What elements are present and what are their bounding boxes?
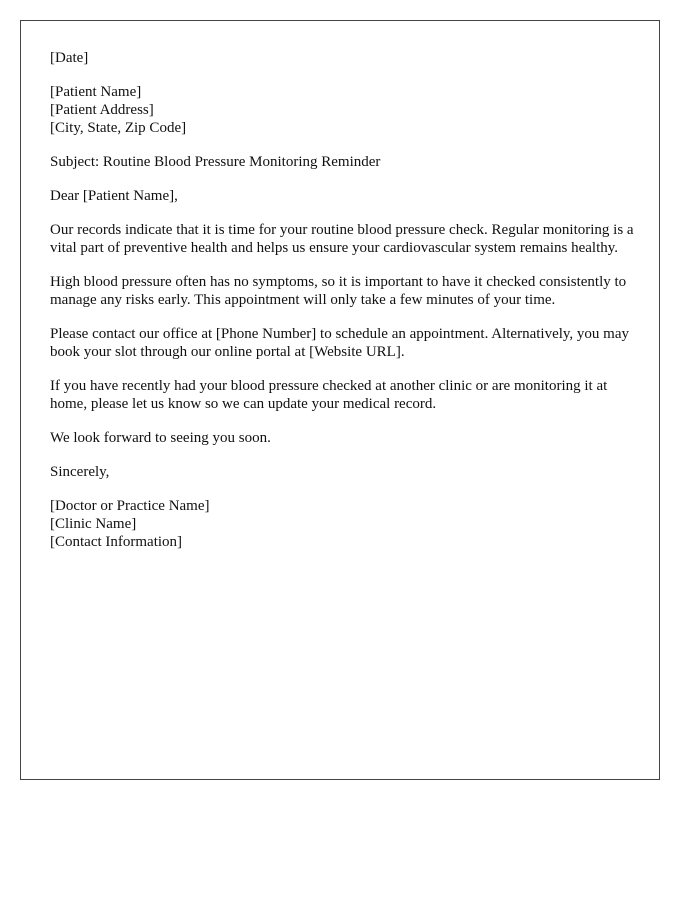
- signature-block: [50, 497, 635, 551]
- body-paragraph: If you have recently had your blood pressure checked at another clinic or are monitoring it at home, please let us know so we can update your medical record.: [50, 378, 608, 412]
- date-line: [Date]: [50, 50, 89, 66]
- body-paragraph: We look forward to seeing you soon.: [50, 430, 271, 446]
- recipient-block: [50, 83, 635, 137]
- body-paragraph: Our records indicate that it is time for your routine blood pressure check. Regular monitoring is a vital part of preventive health and helps us ensure your cardiovascular system remains healthy.: [50, 222, 634, 256]
- recipient-address: [Patient Address]: [50, 102, 154, 118]
- signature-name: [Doctor or Practice Name]: [50, 498, 210, 514]
- subject-line: Subject: Routine Blood Pressure Monitoring Reminder: [50, 154, 381, 170]
- signature-contact: [Contact Information]: [50, 534, 183, 550]
- body-paragraph: Please contact our office at [Phone Number] to schedule an appointment. Alternatively, you may book your slot through our online portal at [Website URL].: [50, 326, 629, 360]
- recipient-name: [Patient Name]: [50, 84, 142, 100]
- salutation: Dear [Patient Name],: [50, 188, 178, 204]
- signature-clinic: [Clinic Name]: [50, 516, 137, 532]
- body-paragraph: High blood pressure often has no symptoms, so it is important to have it checked consistently to manage any risks early. This appointment will only take a few minutes of your time.: [50, 274, 627, 308]
- recipient-city-state-zip: [City, State, Zip Code]: [50, 120, 187, 136]
- closing: Sincerely,: [50, 464, 110, 480]
- letter-body: [50, 49, 635, 567]
- letter-page: [20, 20, 660, 780]
